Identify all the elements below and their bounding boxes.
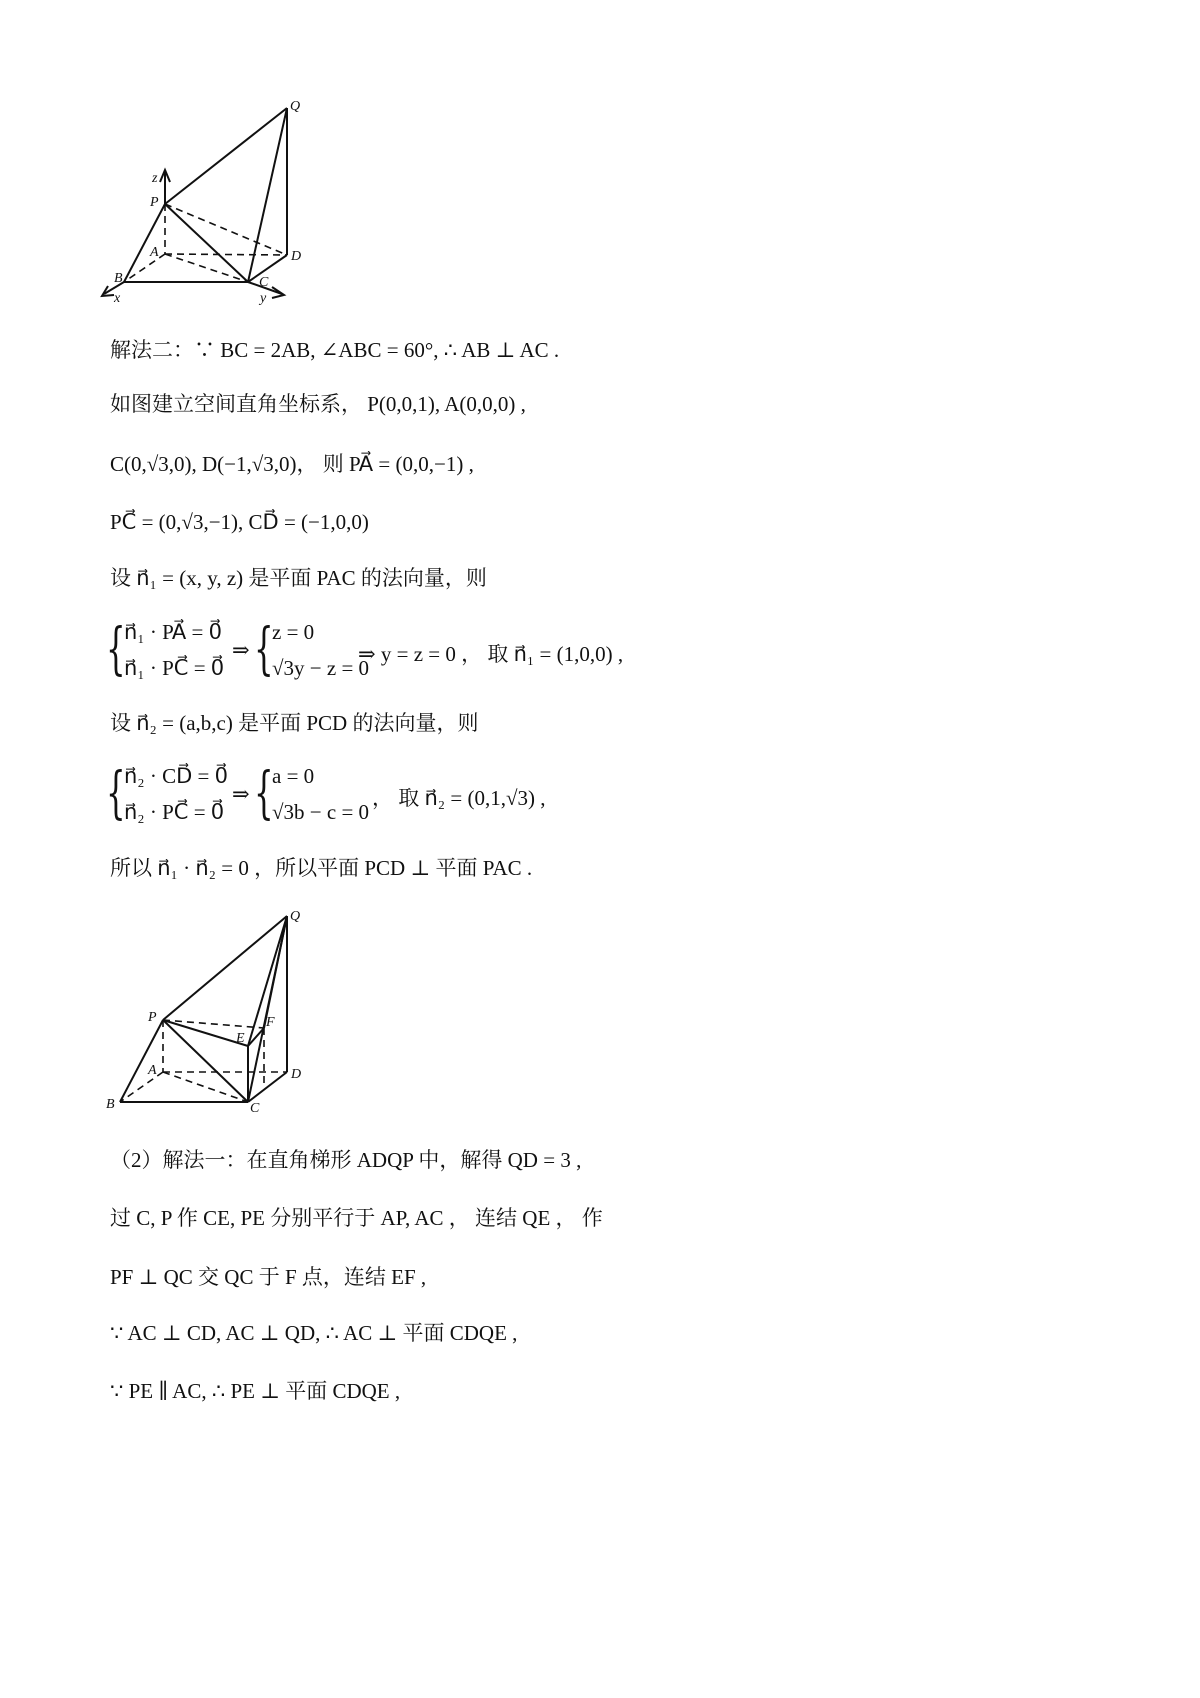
sys1-row-2: n⃗₁ · PC⃗ = 0⃗ — [124, 656, 225, 680]
label-F: F — [266, 1015, 275, 1030]
label-C: C — [259, 275, 269, 290]
label-P: P — [150, 195, 159, 210]
label-B: B — [114, 271, 123, 286]
text-line-3: C(0,√3,0), D(−1,√3,0)， 则 PA⃗ = (0,0,−1) , — [110, 452, 474, 476]
text-line-12: ∵ PE ∥ AC, ∴ PE ⊥ 平面 CDQE , — [110, 1379, 401, 1403]
text-line-11: ∵ AC ⊥ CD, AC ⊥ QD, ∴ AC ⊥ 平面 CDQE , — [110, 1321, 518, 1345]
sys2-tail: ， 取 n⃗₂ = (0,1,√3) , — [372, 786, 546, 810]
text-line-9: 过 C, P 作 CE, PE 分别平行于 AP, AC ， 连结 QE ， 作 — [110, 1206, 603, 1230]
label-B: B — [106, 1097, 115, 1112]
implies-arrow: ⇒ — [232, 638, 250, 662]
sys2-row-2: n⃗₂ · PC⃗ = 0⃗ — [124, 800, 225, 824]
text-line-4: PC⃗ = (0,√3,−1), CD⃗ = (−1,0,0) — [110, 510, 369, 534]
label-Q: Q — [290, 909, 301, 924]
text-line-7: 所以 n⃗₁ · n⃗₂ = 0 ，所以平面 PCD ⊥ 平面 PAC . — [110, 856, 533, 880]
left-brace: { — [254, 617, 274, 682]
sys2-row-3: a = 0 — [272, 764, 315, 788]
sys1-tail: ⇒ y = z = 0 ， 取 n⃗₁ = (1,0,0) , — [358, 642, 624, 666]
label-P: P — [148, 1010, 157, 1025]
label-C: C — [250, 1101, 260, 1116]
left-brace: { — [254, 761, 274, 826]
figure-1-svg — [0, 90, 1200, 310]
label-Q: Q — [290, 99, 301, 114]
equation-system-1 — [106, 614, 810, 690]
sys2-row-1: n⃗₂ · CD⃗ = 0⃗ — [124, 764, 229, 788]
figure-2-svg — [0, 900, 1200, 1130]
left-brace: { — [106, 761, 126, 826]
implies-arrow: ⇒ — [232, 782, 250, 806]
figure-construction — [0, 900, 1200, 1130]
label-z: z — [152, 171, 158, 186]
left-brace: { — [106, 617, 126, 682]
figure-coordinate-system — [0, 90, 1200, 310]
label-y: y — [260, 291, 267, 306]
text-line-5: 设 n⃗₁ = (x, y, z) 是平面 PAC 的法向量，则 — [110, 566, 487, 590]
sys1-row-3: z = 0 — [272, 620, 315, 644]
sys1-row-1: n⃗₁ · PA⃗ = 0⃗ — [124, 620, 222, 644]
label-D: D — [291, 1067, 302, 1082]
text-line-1: 解法二：∵ BC = 2AB, ∠ABC = 60°, ∴ AB ⊥ AC . — [110, 338, 560, 362]
text-line-2: 如图建立空间直角坐标系， P(0,0,1), A(0,0,0) , — [110, 392, 526, 416]
sys2-row-4: √3b − c = 0 — [272, 800, 370, 824]
text-line-10: PF ⊥ QC 交 QC 于 F 点，连结 EF , — [110, 1265, 427, 1289]
sys1-row-4: √3y − z = 0 — [272, 656, 370, 680]
text-line-8: （2）解法一：在直角梯形 ADQP 中，解得 QD = 3 , — [110, 1148, 582, 1172]
label-A: A — [148, 1063, 157, 1078]
label-D: D — [291, 249, 302, 264]
label-A: A — [150, 245, 159, 260]
label-E: E — [236, 1031, 245, 1046]
label-x: x — [114, 291, 121, 306]
text-line-6: 设 n⃗₂ = (a,b,c) 是平面 PCD 的法向量，则 — [110, 711, 479, 735]
equation-system-2 — [106, 758, 810, 834]
